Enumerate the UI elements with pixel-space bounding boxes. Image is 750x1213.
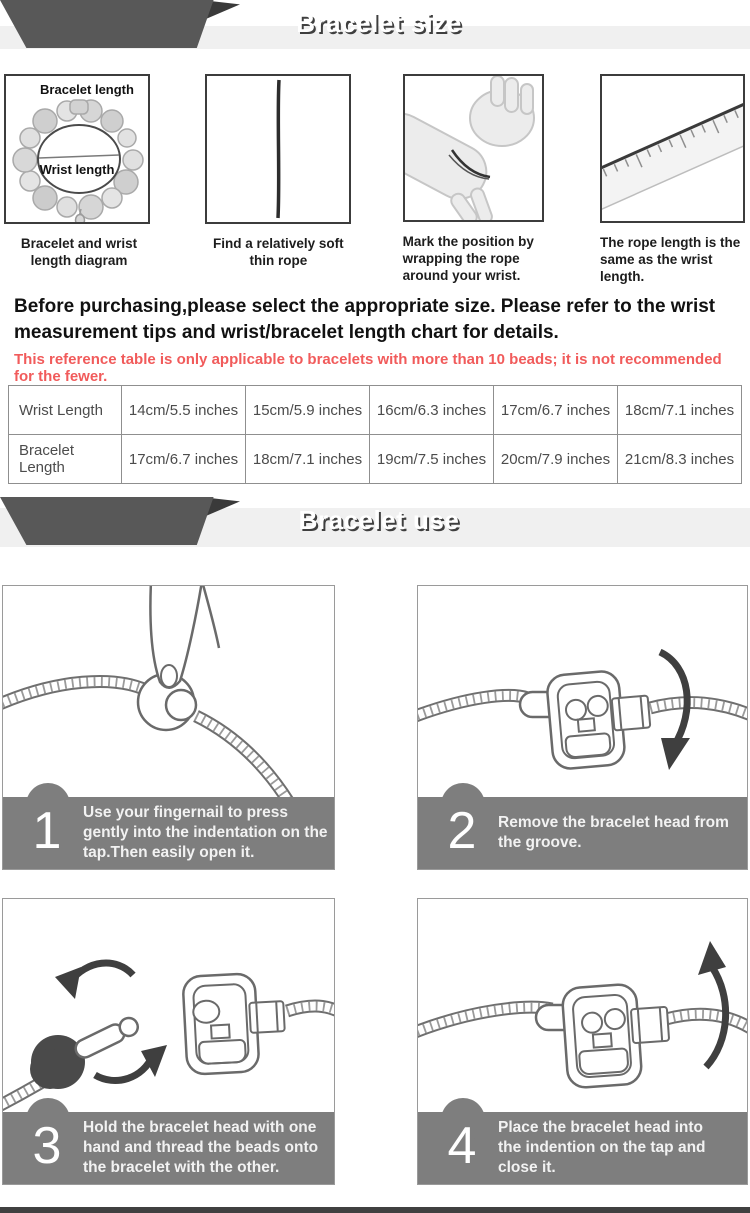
step3-illustration <box>3 899 334 1114</box>
table-cell: 17cm/6.7 inches <box>122 435 246 484</box>
table-cell: 14cm/5.5 inches <box>122 386 246 435</box>
table-cell: 20cm/7.9 inches <box>494 435 618 484</box>
table-cell: 21cm/8.3 inches <box>618 435 742 484</box>
step-text: Place the bracelet head into the indention on the tap and close it. <box>498 1119 706 1176</box>
figure-wrap-wrist <box>403 74 555 285</box>
step-text: Remove the bracelet head from the groove. <box>498 814 729 851</box>
section-header-bracelet-use <box>0 497 750 553</box>
size-intro-text: Before purchasing,please select the appropriate size. Please refer to the wrist measurement tips and wrist/bracelet length chart for details. <box>14 296 716 343</box>
step-text: Hold the bracelet head with one hand and thread the beads onto the bracelet with the other. <box>83 1119 319 1176</box>
step-caption-bar <box>418 797 747 869</box>
table-row-bracelet <box>9 435 742 484</box>
clasp-head-icon <box>562 984 643 1089</box>
connector-cylinder <box>631 1007 669 1043</box>
table-cell: 17cm/6.7 inches <box>494 386 618 435</box>
wrist-length-label: Wrist length <box>39 162 115 177</box>
size-note-text: This reference table is only applicable to bracelets with more than 10 beads; it is not recommended for the fewer. <box>14 351 722 385</box>
figure-caption: Mark the position by wrapping the rope around your wrist. <box>402 234 534 283</box>
step-panel-1 <box>2 585 335 870</box>
bracelet-beads-illustration <box>6 76 150 224</box>
figure-caption: The rope length is the same as the wrist length. <box>599 235 741 284</box>
step4-illustration <box>418 899 747 1114</box>
rope-illustration <box>207 76 349 222</box>
size-chart-table <box>8 385 742 484</box>
row-header: Bracelet Length <box>9 435 122 484</box>
step-panel-4 <box>417 898 748 1185</box>
bracelet-length-label: Bracelet length <box>40 82 134 97</box>
figure-caption: Find a relatively soft thin rope <box>213 236 344 268</box>
figure-soft-rope <box>199 74 357 285</box>
bracelet-diagram-image <box>4 74 150 224</box>
clasp-head-icon <box>182 973 259 1075</box>
table-cell: 18cm/7.1 inches <box>618 386 742 435</box>
rotate-arrow-bottom-icon <box>95 1055 153 1081</box>
table-cell: 15cm/5.9 inches <box>246 386 370 435</box>
section-header-bracelet-size <box>0 0 750 56</box>
connector-cylinder <box>612 695 651 730</box>
step-caption-bar <box>3 797 334 869</box>
bottom-divider <box>0 1207 750 1213</box>
ruler-illustration <box>602 76 743 221</box>
connector-cylinder <box>249 1001 285 1033</box>
rope-image <box>205 74 351 224</box>
step-caption-bar <box>418 1112 747 1184</box>
figure-bracelet-diagram <box>4 74 154 285</box>
step-text: Use your fingernail to press gently into the indentation on the tap.Then easily open it. <box>83 804 328 861</box>
ruler-image <box>600 74 745 223</box>
row-header: Wrist Length <box>9 386 122 435</box>
table-row-wrist <box>9 386 742 435</box>
wrist-wrap-illustration <box>405 76 542 220</box>
figure-ruler <box>600 74 746 285</box>
wrist-photo <box>403 74 544 222</box>
step-number: 1 <box>32 802 62 860</box>
table-cell: 19cm/7.5 inches <box>370 435 494 484</box>
step-number: 4 <box>447 1117 477 1175</box>
table-cell: 18cm/7.1 inches <box>246 435 370 484</box>
table-cell: 16cm/6.3 inches <box>370 386 494 435</box>
step2-illustration <box>418 586 747 799</box>
clasp-pin-icon <box>73 1015 141 1061</box>
figure-caption: Bracelet and wrist length diagram <box>20 236 138 268</box>
measurement-guide-row <box>0 74 750 285</box>
step-number: 2 <box>447 802 477 860</box>
step1-illustration <box>3 586 334 799</box>
step-number: 3 <box>32 1117 62 1175</box>
section-title: Bracelet use <box>298 505 460 535</box>
step-panel-3 <box>2 898 335 1185</box>
finger-edge-line <box>202 586 219 648</box>
section-title: Bracelet size <box>296 8 462 38</box>
step-caption-bar <box>3 1112 334 1184</box>
step-panel-2 <box>417 585 748 870</box>
